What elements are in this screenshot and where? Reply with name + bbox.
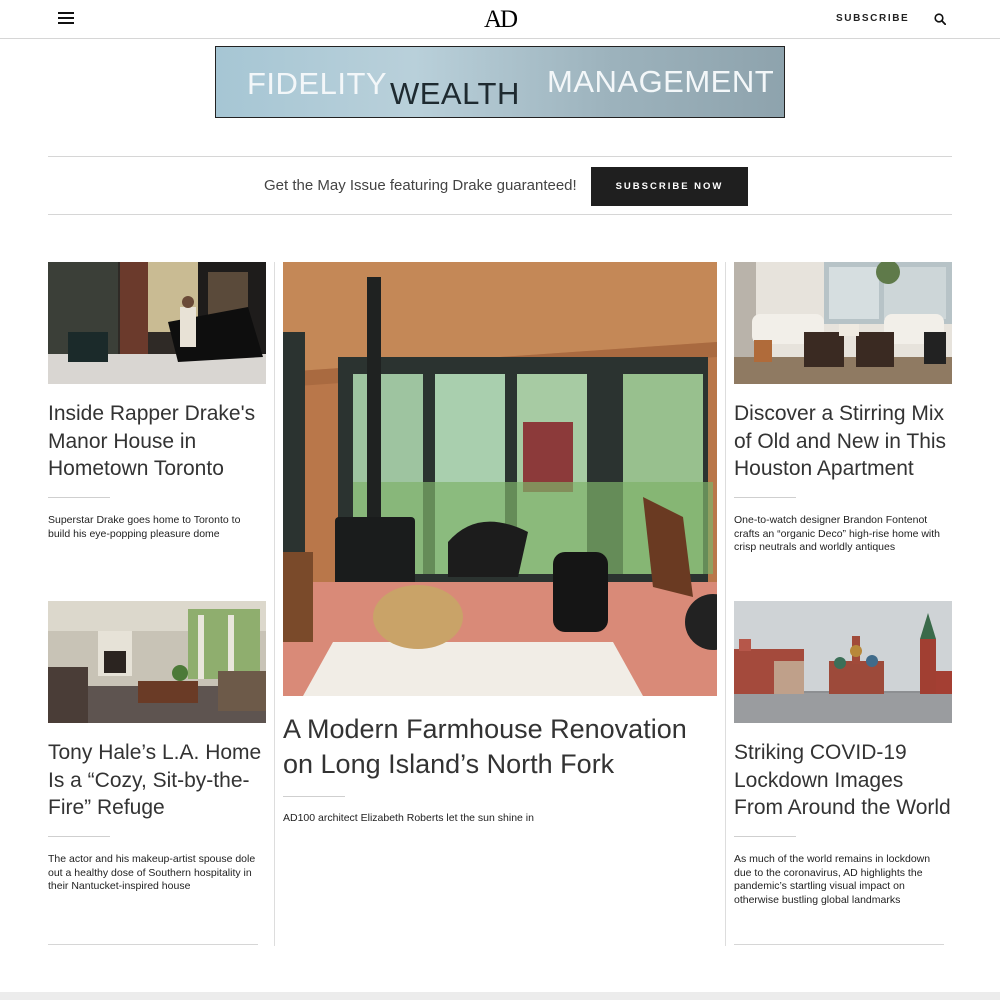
ad-banner[interactable] bbox=[215, 46, 785, 118]
search-icon[interactable] bbox=[934, 13, 946, 25]
title-divider bbox=[48, 836, 110, 837]
article-image[interactable] bbox=[734, 601, 952, 723]
card-bottom-rule bbox=[48, 944, 258, 945]
article-title[interactable]: Discover a Stirring Mix of Old and New in This Houston Apartment bbox=[734, 402, 947, 480]
article-image[interactable] bbox=[48, 262, 266, 384]
article-card[interactable] bbox=[734, 262, 952, 562]
article-dek: As much of the world remains in lockdown due to the coronavirus, AD highlights the pandemic’s startling visual impact on otherwise bustling global landmarks bbox=[734, 853, 931, 906]
article-card[interactable] bbox=[48, 601, 266, 901]
ad-word: MANAGEMENT bbox=[547, 64, 775, 99]
article-title[interactable]: Striking COVID-19 Lockdown Images From Around the World bbox=[734, 741, 951, 819]
article-title[interactable]: Inside Rapper Drake's Manor House in Hometown Toronto bbox=[48, 402, 256, 480]
site-header bbox=[0, 0, 1000, 39]
article-title[interactable]: Tony Hale’s L.A. Home Is a “Cozy, Sit-by-the-Fire” Refuge bbox=[48, 741, 262, 819]
subscription-promo bbox=[48, 156, 952, 215]
footer-band bbox=[0, 992, 1000, 1000]
card-bottom-rule bbox=[734, 944, 944, 945]
article-image[interactable] bbox=[283, 262, 717, 696]
article-image[interactable] bbox=[48, 601, 266, 723]
article-image[interactable] bbox=[734, 262, 952, 384]
title-divider bbox=[283, 796, 345, 797]
title-divider bbox=[48, 497, 110, 498]
column-divider bbox=[274, 262, 275, 946]
article-dek: The actor and his makeup-artist spouse dole out a healthy dose of Southern hospitality in their Nantucket-inspired house bbox=[48, 853, 256, 892]
article-dek: One-to-watch designer Brandon Fontenot crafts an “organic Deco” high-rise home with crisp neutrals and worldly antiques bbox=[734, 514, 941, 553]
subscribe-now-button[interactable]: SUBSCRIBE NOW bbox=[591, 167, 748, 206]
article-dek: AD100 architect Elizabeth Roberts let the sun shine in bbox=[283, 812, 534, 824]
promo-text: Get the May Issue featuring Drake guaranteed! bbox=[264, 177, 577, 194]
column-divider bbox=[725, 262, 726, 946]
header-subscribe-link[interactable]: SUBSCRIBE bbox=[836, 13, 910, 24]
ad-word: FIDELITY bbox=[247, 66, 388, 101]
title-divider bbox=[734, 497, 796, 498]
article-title[interactable]: A Modern Farmhouse Renovation on Long Island’s North Fork bbox=[283, 714, 687, 779]
article-card[interactable] bbox=[48, 262, 266, 562]
article-card[interactable] bbox=[734, 601, 952, 911]
title-divider bbox=[734, 836, 796, 837]
site-logo[interactable]: AD bbox=[483, 6, 517, 33]
ad-word: WEALTH bbox=[390, 76, 520, 111]
featured-article-card[interactable] bbox=[283, 262, 717, 862]
article-dek: Superstar Drake goes home to Toronto to build his eye-popping pleasure dome bbox=[48, 514, 241, 540]
